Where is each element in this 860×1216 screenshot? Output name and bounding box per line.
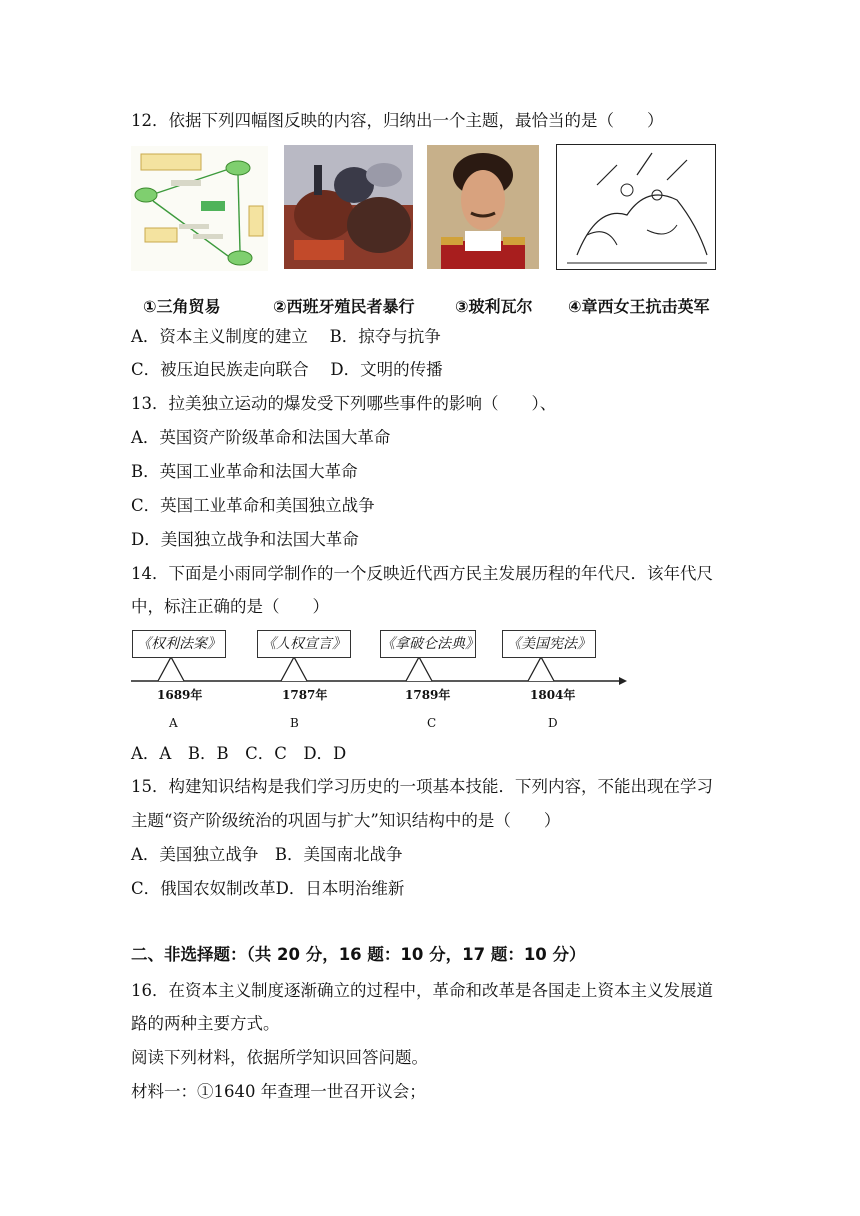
timeline-year-b: 1787年 xyxy=(282,688,328,702)
triangle-trade-image xyxy=(131,146,268,271)
jhansi-sketch-image xyxy=(556,144,716,270)
q16-stem-line1: 16．在资本主义制度逐渐确立的过程中，革命和改革是各国走上资本主义发展道 xyxy=(131,981,713,1000)
q15-options-cd: C．俄国农奴制改革D．日本明治维新 xyxy=(131,879,405,898)
timeline-doc-d: 《美国宪法》 xyxy=(502,630,596,658)
q13-option-d: D．美国独立战争和法国大革命 xyxy=(131,530,359,549)
timeline-year-c: 1789年 xyxy=(405,688,451,702)
timeline-letter-b: B xyxy=(290,716,299,730)
q15-options-ab: A．美国独立战争 B．美国南北战争 xyxy=(131,845,403,864)
q16-stem-line2: 路的两种主要方式。 xyxy=(131,1014,280,1033)
q15-stem-line2: 主题“资产阶级统治的巩固与扩大”知识结构中的是（ ） xyxy=(131,811,561,830)
colonizer-painting-image xyxy=(284,145,413,269)
caption-3: ③玻利瓦尔 xyxy=(455,297,533,316)
timeline-doc-c: 《拿破仑法典》 xyxy=(380,630,476,658)
timeline-letter-c: C xyxy=(427,716,437,730)
caption-1: ①三角贸易 xyxy=(143,297,221,316)
q14-stem-line2: 中，标注正确的是（ ） xyxy=(131,597,329,616)
q13-stem: 13．拉美独立运动的爆发受下列哪些事件的影响（ ）、 xyxy=(131,394,557,413)
q13-option-c: C．英国工业革命和美国独立战争 xyxy=(131,496,375,515)
q12-options-ab: A．资本主义制度的建立 B．掠夺与抗争 xyxy=(131,327,441,346)
timeline-letter-d: D xyxy=(548,716,558,730)
caption-2: ②西班牙殖民者暴行 xyxy=(273,297,415,316)
timeline-doc-b: 《人权宣言》 xyxy=(257,630,351,658)
q16-instruction: 阅读下列材料，依据所学知识回答问题。 xyxy=(131,1048,428,1067)
q15-stem-line1: 15．构建知识结构是我们学习历史的一项基本技能．下列内容，不能出现在学习 xyxy=(131,777,713,796)
q13-option-b: B．英国工业革命和法国大革命 xyxy=(131,462,358,481)
section-heading: 二、非选择题：（共 20 分，16 题：10 分，17 题：10 分） xyxy=(131,945,586,964)
q14-stem-line1: 14．下面是小雨同学制作的一个反映近代西方民主发展历程的年代尺．该年代尺 xyxy=(131,564,713,583)
q12-stem: 12．依据下列四幅图反映的内容，归纳出一个主题，最恰当的是（ ） xyxy=(131,111,664,130)
timeline-year-a: 1689年 xyxy=(157,688,203,702)
q16-material1: 材料一：①1640 年查理一世召开议会； xyxy=(131,1082,426,1101)
q12-options-cd: C．被压迫民族走向联合 D．文明的传播 xyxy=(131,360,443,379)
q13-option-a: A．英国资产阶级革命和法国大革命 xyxy=(131,428,391,447)
timeline-doc-a: 《权利法案》 xyxy=(132,630,226,658)
timeline-letter-a: A xyxy=(169,716,178,730)
timeline-year-d: 1804年 xyxy=(530,688,576,702)
bolivar-portrait-image xyxy=(427,145,539,269)
q14-options: A．A B．B C．C D．D xyxy=(131,744,347,763)
caption-4: ④章西女王抗击英军 xyxy=(568,297,710,316)
